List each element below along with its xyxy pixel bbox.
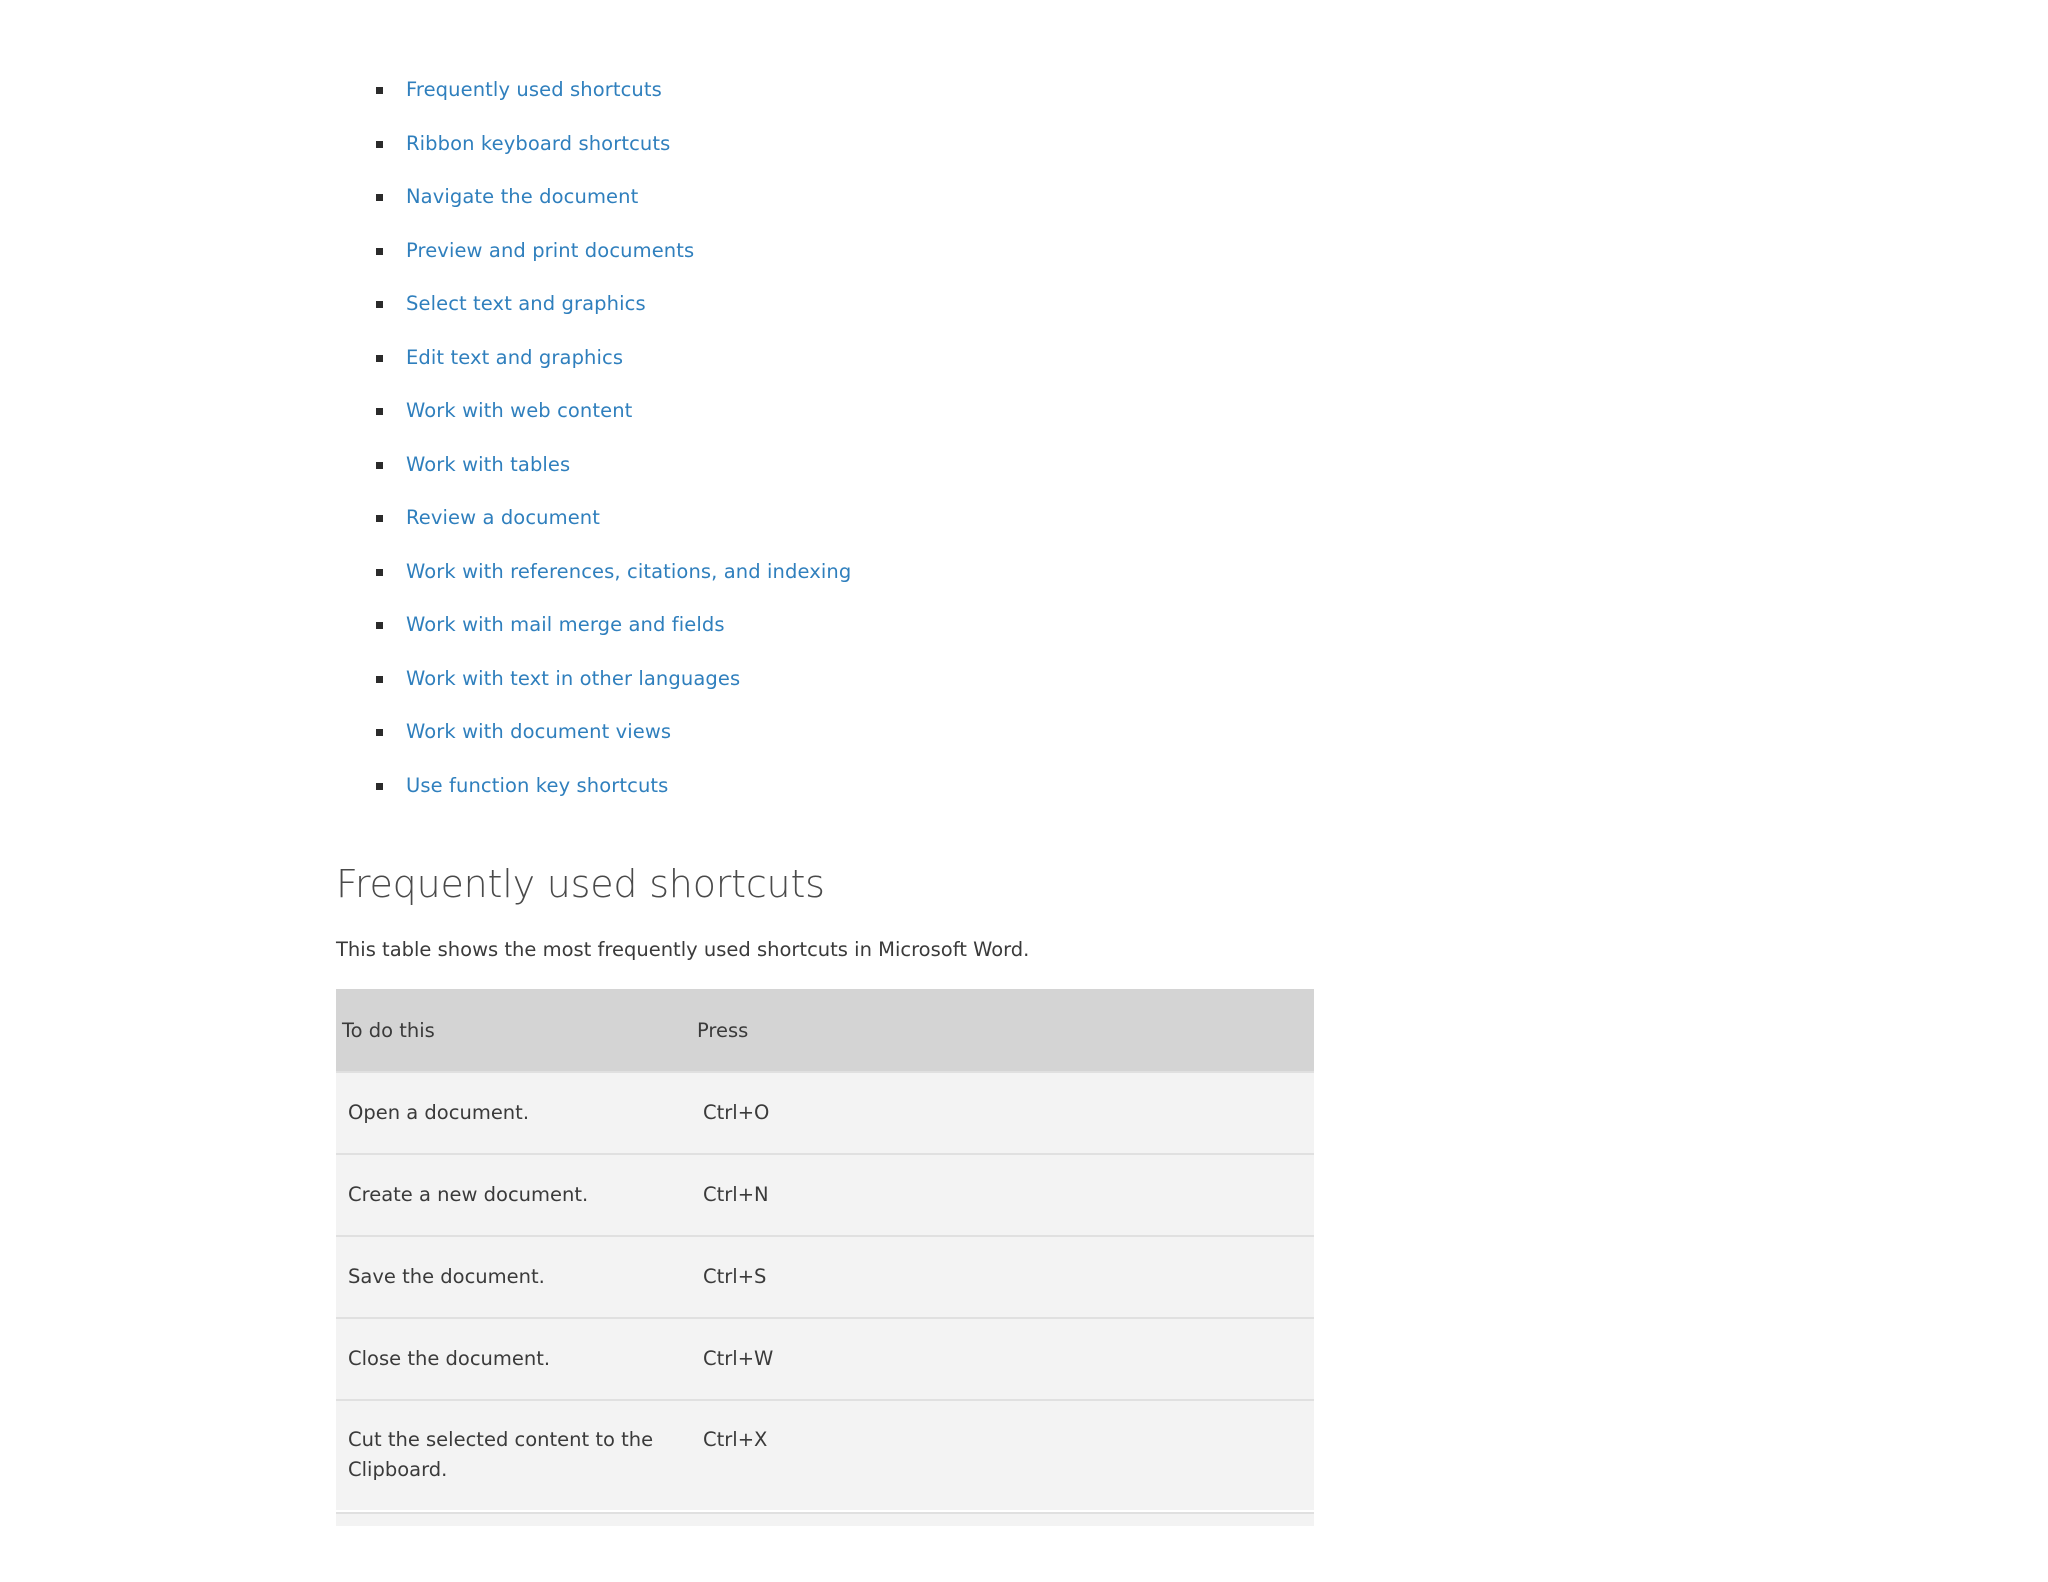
section-heading: Frequently used shortcuts <box>336 862 825 906</box>
toc-link-function-key-shortcuts[interactable]: Use function key shortcuts <box>406 773 669 797</box>
toc-link-frequently-used-shortcuts[interactable]: Frequently used shortcuts <box>406 78 662 101</box>
bullet-icon <box>376 141 383 148</box>
bullet-icon <box>376 515 383 522</box>
table-cell-action: Save the document. <box>336 1236 685 1318</box>
table-cell-shortcut: Ctrl+S <box>685 1236 1314 1318</box>
toc-link-work-with-web-content[interactable]: Work with web content <box>406 399 633 422</box>
table-cell-shortcut: Ctrl+W <box>685 1318 1314 1400</box>
toc-link-work-with-tables[interactable]: Work with tables <box>406 452 571 476</box>
toc-item <box>376 179 851 233</box>
table-row <box>336 1154 1314 1236</box>
bullet-icon <box>376 194 383 201</box>
table-of-contents <box>376 72 851 821</box>
table-row <box>336 1400 1314 1510</box>
toc-link-mail-merge-and-fields[interactable]: Work with mail merge and fields <box>406 613 725 636</box>
bullet-icon <box>376 355 383 362</box>
table-cell-action: Open a document. <box>336 1072 685 1154</box>
table-row <box>336 1236 1314 1318</box>
table-cell-action: Create a new document. <box>336 1154 685 1236</box>
table-row-partial <box>336 1512 1314 1526</box>
toc-link-references-citations-indexing[interactable]: Work with references, citations, and indexing <box>406 559 852 583</box>
toc-item <box>376 500 851 554</box>
table-cell-shortcut: Ctrl+O <box>685 1072 1314 1154</box>
toc-link-review-a-document[interactable]: Review a document <box>406 506 601 529</box>
column-header-press: Press <box>685 989 1314 1072</box>
toc-item <box>376 768 851 822</box>
toc-item <box>376 286 851 340</box>
bullet-icon <box>376 301 383 308</box>
toc-link-document-views[interactable]: Work with document views <box>406 720 672 743</box>
toc-item <box>376 340 851 394</box>
bullet-icon <box>376 569 383 576</box>
toc-item <box>376 72 851 126</box>
toc-item <box>376 714 851 768</box>
toc-item <box>376 607 851 661</box>
toc-item <box>376 554 851 608</box>
bullet-icon <box>376 87 383 94</box>
section-intro: This table shows the most frequently used shortcuts in Microsoft Word. <box>336 938 1030 961</box>
toc-link-preview-and-print[interactable]: Preview and print documents <box>406 238 695 262</box>
table-row <box>336 1072 1314 1154</box>
toc-link-ribbon-keyboard-shortcuts[interactable]: Ribbon keyboard shortcuts <box>406 131 671 155</box>
table-header-row <box>336 989 1314 1072</box>
bullet-icon <box>376 783 383 790</box>
toc-link-edit-text-and-graphics[interactable]: Edit text and graphics <box>406 345 624 369</box>
bullet-icon <box>376 622 383 629</box>
shortcuts-table <box>336 989 1314 1510</box>
table-cell-shortcut: Ctrl+N <box>685 1154 1314 1236</box>
table-cell-action: Cut the selected content to the Clipboard. <box>336 1400 685 1510</box>
toc-item <box>376 447 851 501</box>
table-cell-shortcut: Ctrl+X <box>685 1400 1314 1510</box>
toc-link-navigate-the-document[interactable]: Navigate the document <box>406 185 639 208</box>
toc-item <box>376 393 851 447</box>
table-row <box>336 1318 1314 1400</box>
toc-item <box>376 233 851 287</box>
toc-link-select-text-and-graphics[interactable]: Select text and graphics <box>406 292 646 315</box>
bullet-icon <box>376 462 383 469</box>
table-cell-action: Close the document. <box>336 1318 685 1400</box>
column-header-action: To do this <box>336 989 685 1072</box>
bullet-icon <box>376 408 383 415</box>
bullet-icon <box>376 729 383 736</box>
bullet-icon <box>376 676 383 683</box>
toc-link-text-in-other-languages[interactable]: Work with text in other languages <box>406 666 741 690</box>
toc-item <box>376 661 851 715</box>
toc-item <box>376 126 851 180</box>
bullet-icon <box>376 248 383 255</box>
